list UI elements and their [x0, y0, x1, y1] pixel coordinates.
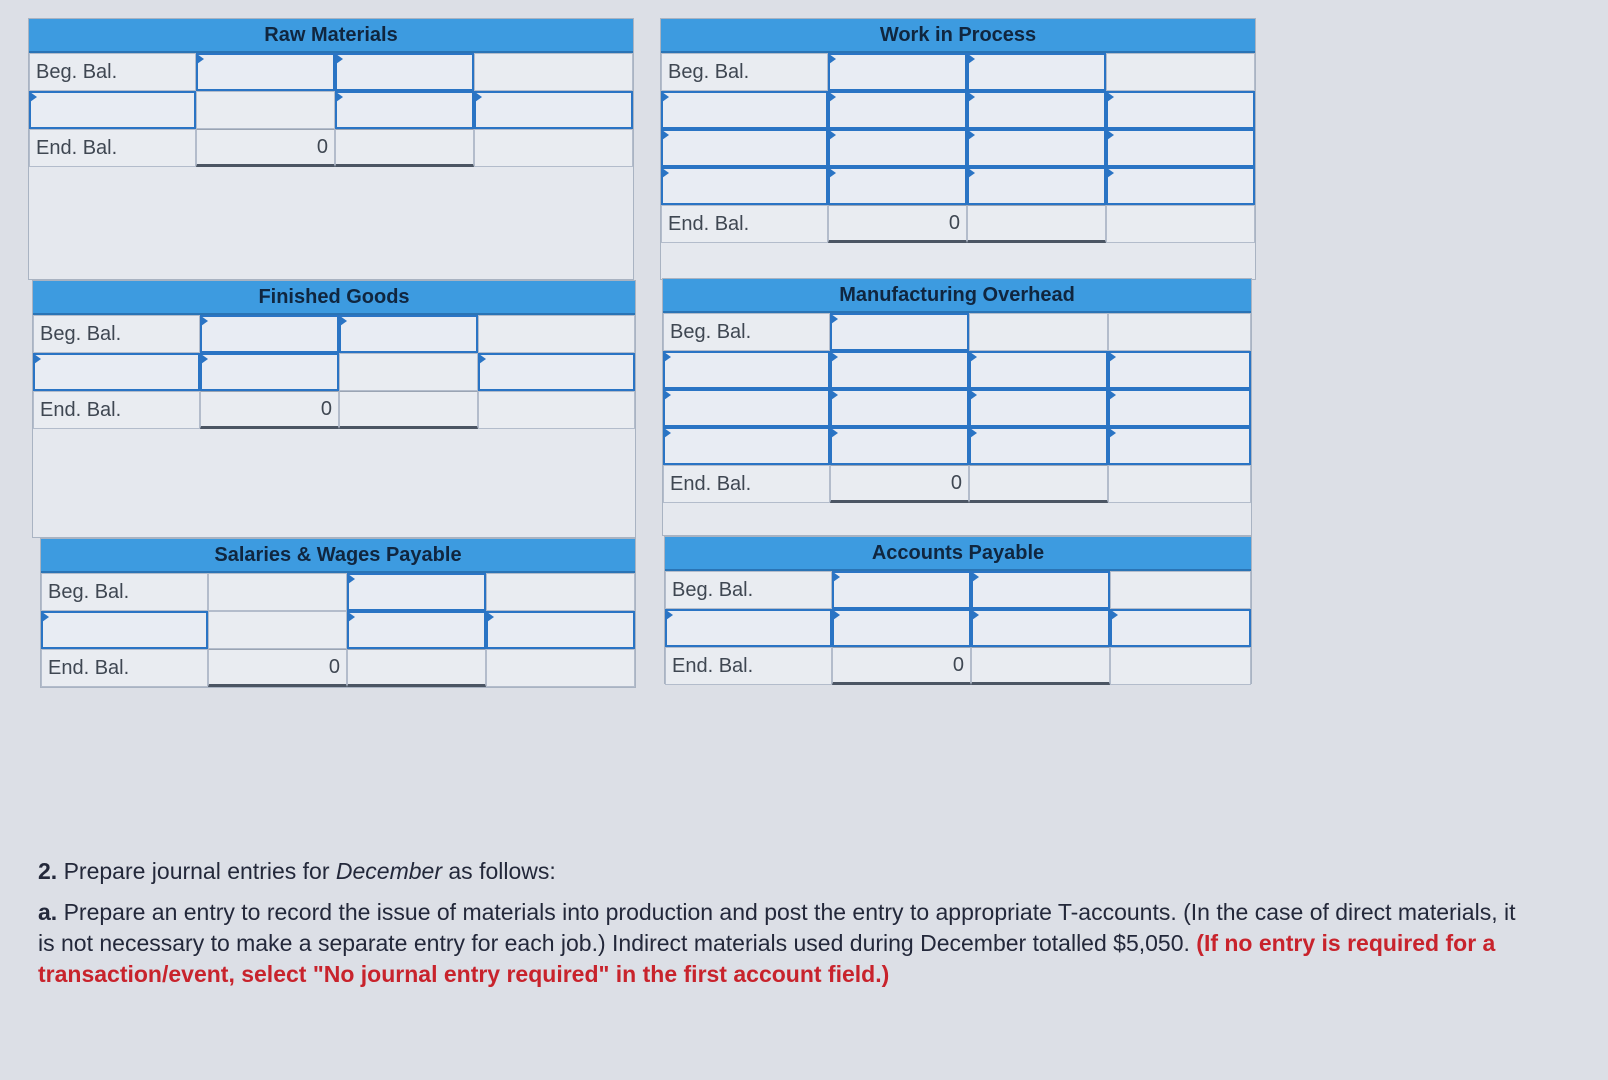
entry-3-debit-input[interactable] [830, 427, 969, 465]
beg-bal-credit-account-input[interactable] [335, 53, 474, 91]
end-bal-credit-value [339, 391, 478, 429]
account-title: Finished Goods [33, 281, 635, 315]
beg-bal-credit-input[interactable] [1110, 571, 1251, 609]
question-2 [38, 856, 1538, 887]
t-account-manufacturing-overhead [662, 278, 1252, 536]
beg-bal-credit-label-input[interactable] [967, 53, 1106, 91]
beg-bal-label: Beg. Bal. [33, 315, 200, 353]
account-title: Accounts Payable [665, 537, 1251, 571]
beg-bal-credit-label-input[interactable] [339, 315, 478, 353]
beg-bal-label: Beg. Bal. [665, 571, 832, 609]
end-bal-label: End. Bal. [33, 391, 200, 429]
entry-2-debit-input[interactable] [830, 389, 969, 427]
entry-1-credit-input[interactable] [1108, 351, 1251, 389]
end-bal-credit-value [335, 129, 474, 167]
end-bal-label: End. Bal. [41, 649, 208, 687]
beg-bal-label: Beg. Bal. [41, 573, 208, 611]
beg-bal-credit-input[interactable] [1106, 53, 1255, 91]
beg-bal-credit-input[interactable] [474, 53, 633, 91]
end-bal-credit-value [347, 649, 486, 687]
entry-3-label-input[interactable] [663, 427, 830, 465]
entry-1-debit-input[interactable] [828, 91, 967, 129]
entry-2-credit-label-input[interactable] [967, 129, 1106, 167]
question-2-text-b: as follows: [448, 858, 556, 884]
end-bal-label: End. Bal. [665, 647, 832, 685]
end-bal-value: 0 [196, 129, 335, 167]
entry-credit-label-input[interactable] [339, 353, 478, 391]
beg-bal-credit-label-input[interactable] [971, 571, 1110, 609]
entry-2-credit-input[interactable] [1106, 129, 1255, 167]
entry-credit-input[interactable] [474, 91, 633, 129]
entry-label-input[interactable] [29, 91, 196, 129]
end-bal-label: End. Bal. [663, 465, 830, 503]
end-bal-blank [1106, 205, 1255, 243]
end-bal-credit-value [971, 647, 1110, 685]
end-bal-credit-value [969, 465, 1108, 503]
end-bal-credit-value [967, 205, 1106, 243]
entry-3-credit-input[interactable] [1106, 167, 1255, 205]
end-bal-label: End. Bal. [29, 129, 196, 167]
beg-bal-debit-input[interactable] [830, 313, 969, 351]
entry-2-debit-input[interactable] [828, 129, 967, 167]
end-bal-blank [1110, 647, 1251, 685]
account-title: Manufacturing Overhead [663, 279, 1251, 313]
end-bal-value: 0 [832, 647, 971, 685]
beg-bal-credit-input[interactable] [478, 315, 635, 353]
entry-1-credit-label-input[interactable] [967, 91, 1106, 129]
entry-1-label-input[interactable] [663, 351, 830, 389]
beg-bal-debit-input[interactable] [208, 573, 347, 611]
entry-credit-input[interactable] [486, 611, 635, 649]
question-2a-number: a. [38, 899, 58, 925]
beg-bal-debit-input[interactable] [832, 571, 971, 609]
entry-3-credit-label-input[interactable] [969, 427, 1108, 465]
t-account-accounts-payable [664, 536, 1252, 684]
entry-credit-label-input[interactable] [347, 611, 486, 649]
account-title: Raw Materials [29, 19, 633, 53]
t-account-raw-materials [28, 18, 634, 280]
beg-bal-debit-input[interactable] [828, 53, 967, 91]
beg-bal-debit-input[interactable] [196, 53, 335, 91]
entry-1-debit-input[interactable] [830, 351, 969, 389]
instructions [38, 856, 1538, 1000]
beg-bal-label: Beg. Bal. [661, 53, 828, 91]
end-bal-blank [1108, 465, 1251, 503]
end-bal-value: 0 [208, 649, 347, 687]
end-bal-blank [474, 129, 633, 167]
beg-bal-credit-input[interactable] [486, 573, 635, 611]
question-2-number: 2. [38, 858, 58, 884]
entry-1-credit-label-input[interactable] [969, 351, 1108, 389]
end-bal-value: 0 [200, 391, 339, 429]
end-bal-blank [478, 391, 635, 429]
account-title: Work in Process [661, 19, 1255, 53]
entry-label-input[interactable] [665, 609, 832, 647]
entry-1-credit-input[interactable] [1106, 91, 1255, 129]
beg-bal-label: Beg. Bal. [663, 313, 830, 351]
entry-3-credit-label-input[interactable] [967, 167, 1106, 205]
beg-bal-credit-label-input[interactable] [347, 573, 486, 611]
t-account-salaries-wages-payable [40, 538, 636, 688]
end-bal-label: End. Bal. [661, 205, 828, 243]
question-2a-note: (If no entry is required for a transaction/event, select "No journal entry required" in the first account field.) [38, 930, 1496, 987]
entry-3-label-input[interactable] [661, 167, 828, 205]
beg-bal-credit-input[interactable] [1108, 313, 1251, 351]
entry-label-input[interactable] [33, 353, 200, 391]
entry-1-label-input[interactable] [661, 91, 828, 129]
entry-2-credit-label-input[interactable] [969, 389, 1108, 427]
entry-3-credit-input[interactable] [1108, 427, 1251, 465]
question-2-month: December [335, 858, 442, 884]
entry-credit-input[interactable] [478, 353, 635, 391]
beg-bal-credit-label-input[interactable] [969, 313, 1108, 351]
end-bal-value: 0 [828, 205, 967, 243]
entry-label-input[interactable] [41, 611, 208, 649]
entry-2-label-input[interactable] [663, 389, 830, 427]
entry-3-debit-input[interactable] [828, 167, 967, 205]
beg-bal-debit-input[interactable] [200, 315, 339, 353]
account-title: Salaries & Wages Payable [41, 539, 635, 573]
entry-2-label-input[interactable] [661, 129, 828, 167]
question-2a-text: Prepare an entry to record the issue of materials into production and post the entry to appropriate T-accounts. (In the case of direct materials, it is not necessary to make a separate entry for each job.) Indirect materials used during December totalled $5,050. [38, 899, 1516, 956]
entry-debit-input[interactable] [200, 353, 339, 391]
entry-credit-input[interactable] [1110, 609, 1251, 647]
entry-credit-label-input[interactable] [335, 91, 474, 129]
entry-debit-input[interactable] [196, 91, 335, 129]
end-bal-blank [486, 649, 635, 687]
t-account-finished-goods [32, 280, 636, 538]
t-account-work-in-process [660, 18, 1256, 280]
question-2a [38, 897, 1538, 990]
entry-debit-input[interactable] [832, 609, 971, 647]
entry-credit-label-input[interactable] [971, 609, 1110, 647]
question-2-text-a: Prepare journal entries for [63, 858, 330, 884]
entry-2-credit-input[interactable] [1108, 389, 1251, 427]
end-bal-value: 0 [830, 465, 969, 503]
beg-bal-label: Beg. Bal. [29, 53, 196, 91]
entry-debit-input[interactable] [208, 611, 347, 649]
